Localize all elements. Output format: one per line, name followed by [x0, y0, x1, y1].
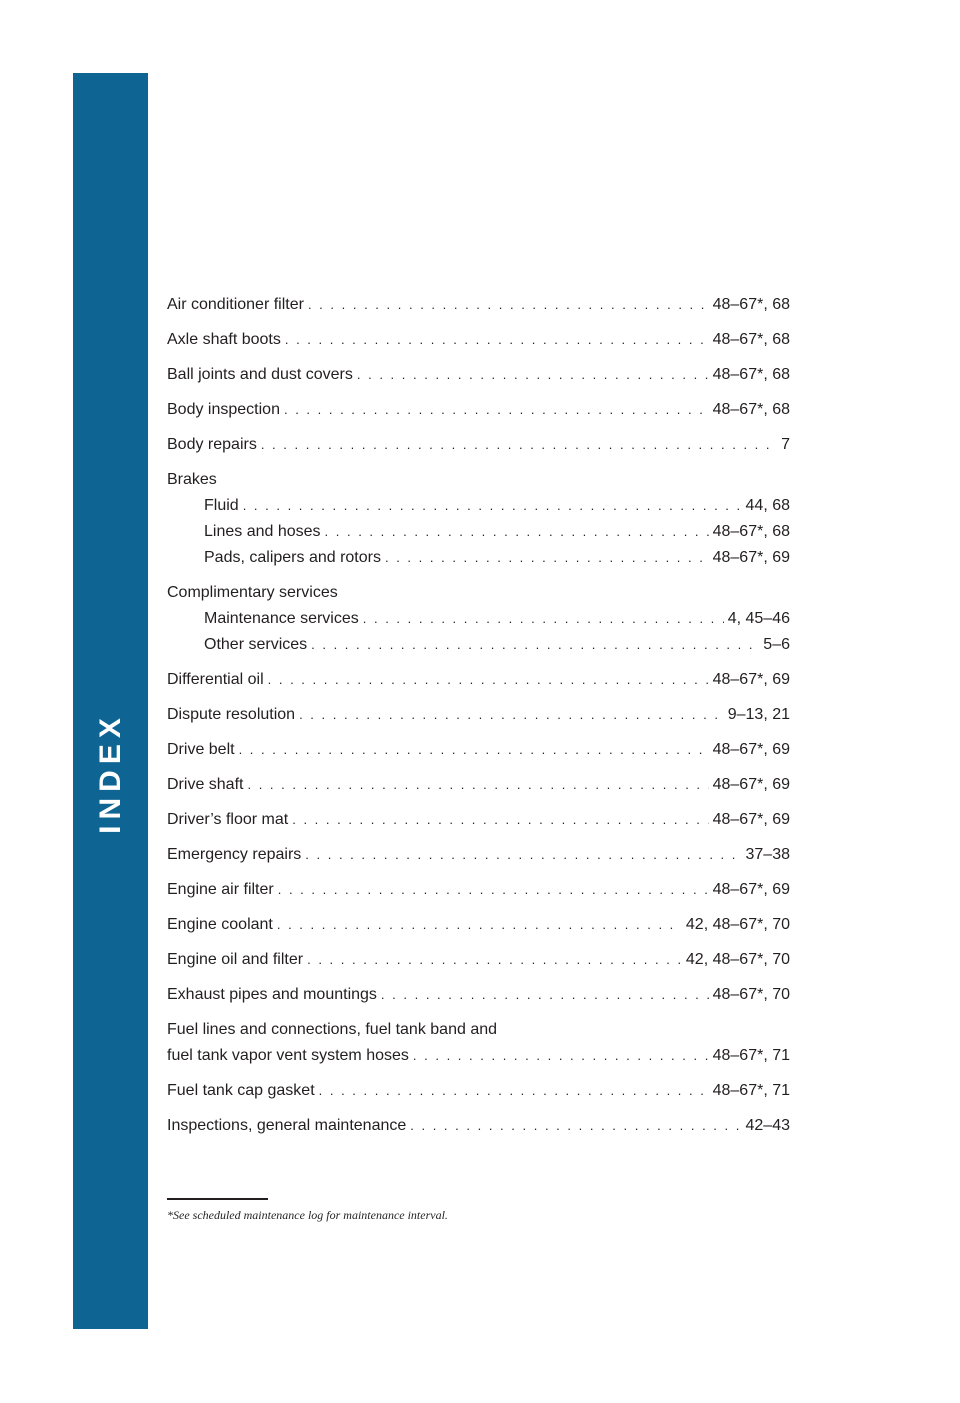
- entry-text: Ball joints and dust covers: [167, 366, 353, 383]
- index-sidebar: [73, 73, 148, 1370]
- index-entry: [167, 667, 790, 693]
- entry-pages: 48–67*, 69: [712, 671, 790, 688]
- entry-pages: 48–67*, 71: [712, 1082, 790, 1099]
- leader-dots: [299, 702, 724, 728]
- index-entry: [167, 397, 790, 423]
- entry-text: Lines and hoses: [204, 523, 321, 540]
- entry-text: Other services: [204, 636, 308, 653]
- entry-text: Drive belt: [167, 741, 235, 758]
- entry-pages: 48–67*, 70: [712, 986, 790, 1003]
- leader-dots: [311, 632, 759, 658]
- leader-dots: [381, 982, 709, 1008]
- index-entry: [167, 947, 790, 973]
- entry-pages: 48–67*, 71: [712, 1047, 790, 1064]
- entry-text: Engine coolant: [167, 916, 273, 933]
- entry-text: Fuel tank cap gasket: [167, 1082, 315, 1099]
- leader-dots: [410, 1113, 741, 1139]
- entry-text-line1: Fuel lines and connections, fuel tank band and: [167, 1021, 498, 1038]
- group-heading: Brakes: [167, 471, 217, 488]
- leader-dots: [247, 772, 708, 798]
- entry-text-line2: fuel tank vapor vent system hoses: [167, 1047, 409, 1064]
- complimentary-group: [167, 580, 790, 658]
- brakes-group: [167, 467, 790, 571]
- entry-pages: 7: [781, 436, 790, 453]
- entry-pages: 48–67*, 69: [712, 549, 790, 566]
- index-entry: [167, 737, 790, 763]
- entry-text: Emergency repairs: [167, 846, 302, 863]
- leader-dots: [239, 737, 709, 763]
- entry-text: Driver’s floor mat: [167, 811, 289, 828]
- index-entry: [167, 1113, 790, 1139]
- entry-pages: 42, 48–67*, 70: [685, 951, 790, 968]
- fuel-lines-entry: [167, 1017, 790, 1069]
- entry-pages: 48–67*, 69: [712, 811, 790, 828]
- group-heading: Complimentary services: [167, 584, 338, 601]
- entry-text: Body repairs: [167, 436, 257, 453]
- leader-dots: [243, 493, 742, 519]
- entry-pages: 44, 68: [745, 497, 790, 514]
- entry-text: Pads, calipers and rotors: [204, 549, 381, 566]
- index-subentry: [167, 519, 790, 545]
- leader-dots: [307, 947, 682, 973]
- entry-text: Body inspection: [167, 401, 280, 418]
- leader-dots: [292, 807, 708, 833]
- entry-text: Axle shaft boots: [167, 331, 281, 348]
- index-subentry: [167, 606, 790, 632]
- entry-text: Maintenance services: [204, 610, 359, 627]
- entry-pages: 48–67*, 69: [712, 881, 790, 898]
- entry-pages: 42, 48–67*, 70: [685, 916, 790, 933]
- entry-pages: 48–67*, 68: [712, 401, 790, 418]
- index-entry: [167, 912, 790, 938]
- entry-text: Differential oil: [167, 671, 264, 688]
- index-entry: [167, 1078, 790, 1104]
- section-label: INDEX: [93, 712, 127, 834]
- footnote: *See scheduled maintenance log for maintenance interval.: [167, 1208, 448, 1222]
- entry-pages: 48–67*, 68: [712, 366, 790, 383]
- index-entry: [167, 842, 790, 868]
- entry-text: Exhaust pipes and mountings: [167, 986, 377, 1003]
- entry-text: Inspections, general maintenance: [167, 1117, 407, 1134]
- index-entry: [167, 292, 790, 318]
- footnote-divider: [167, 1198, 268, 1200]
- index-entry: [167, 982, 790, 1008]
- entry-text: Air conditioner filter: [167, 296, 304, 313]
- entry-pages: 48–67*, 69: [712, 741, 790, 758]
- leader-dots: [357, 362, 709, 388]
- index-entry: [167, 772, 790, 798]
- entry-text: Engine air filter: [167, 881, 274, 898]
- index-subentry: [167, 493, 790, 519]
- leader-dots: [385, 545, 709, 571]
- index-entry: [167, 1043, 790, 1069]
- entry-pages: 48–67*, 68: [712, 523, 790, 540]
- entry-pages: 48–67*, 69: [712, 776, 790, 793]
- leader-dots: [285, 327, 709, 353]
- index-entry: [167, 327, 790, 353]
- leader-dots: [284, 397, 709, 423]
- entry-pages: 4, 45–46: [727, 610, 790, 627]
- leader-dots: [261, 432, 777, 458]
- leader-dots: [268, 667, 709, 693]
- entry-pages: 9–13, 21: [727, 706, 790, 723]
- leader-dots: [305, 842, 741, 868]
- leader-dots: [278, 877, 709, 903]
- entry-pages: 5–6: [763, 636, 790, 653]
- entry-text: Engine oil and filter: [167, 951, 304, 968]
- entry-pages: 48–67*, 68: [712, 331, 790, 348]
- leader-dots: [413, 1043, 709, 1069]
- index-entries: [167, 292, 790, 1148]
- index-subentry: [167, 632, 790, 658]
- entry-text: Dispute resolution: [167, 706, 296, 723]
- index-entry: [167, 362, 790, 388]
- index-entry: [167, 432, 790, 458]
- entry-pages: 48–67*, 68: [712, 296, 790, 313]
- index-entry: [167, 807, 790, 833]
- entry-pages: 37–38: [745, 846, 790, 863]
- index-subentry: [167, 545, 790, 571]
- entry-text: Drive shaft: [167, 776, 244, 793]
- leader-dots: [308, 292, 709, 318]
- index-entry: [167, 877, 790, 903]
- index-entry: [167, 702, 790, 728]
- leader-dots: [277, 912, 682, 938]
- leader-dots: [319, 1078, 709, 1104]
- page-number: 74: [102, 1353, 119, 1370]
- entry-text: Fluid: [204, 497, 239, 514]
- leader-dots: [325, 519, 709, 545]
- entry-pages: 42–43: [745, 1117, 790, 1134]
- leader-dots: [363, 606, 724, 632]
